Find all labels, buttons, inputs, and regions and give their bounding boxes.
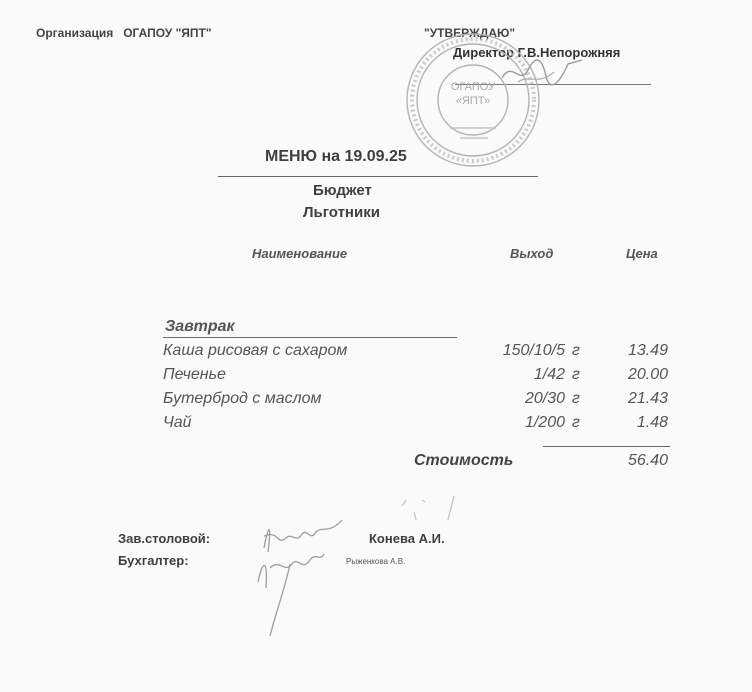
accountant-label: Бухгалтер: <box>118 553 189 568</box>
item-yield: 1/200 <box>524 414 565 431</box>
item-price: 20.00 <box>627 366 668 383</box>
menu-item <box>0 414 752 438</box>
org-name: ОГАПОУ "ЯПТ" <box>123 26 212 40</box>
stamp-text-1: ОГАПОУ <box>450 81 496 93</box>
item-price: 21.43 <box>627 390 668 407</box>
accountant-name: Рыженкова А.В. <box>346 557 406 566</box>
official-stamp <box>398 28 548 178</box>
category-label: Льготники <box>303 204 380 221</box>
total-line <box>543 446 670 447</box>
column-yield-header: Выход <box>510 246 554 261</box>
item-unit: г <box>572 366 580 383</box>
total-value: 56.40 <box>627 452 668 469</box>
stamp-text-2: «ЯПТ» <box>455 95 491 107</box>
column-price-header: Цена <box>626 246 658 261</box>
canteen-label: Зав.столовой: <box>118 531 211 546</box>
item-name: Каша рисовая с сахаром <box>163 342 348 359</box>
item-name: Чай <box>163 414 192 431</box>
title-underline <box>218 176 538 177</box>
item-name: Бутерброд с маслом <box>163 390 322 407</box>
item-unit: г <box>572 390 580 407</box>
item-yield: 20/30 <box>524 390 565 407</box>
approve-heading: "УТВЕРЖДАЮ" <box>424 26 516 40</box>
section-title: Завтрак <box>165 318 235 335</box>
item-unit: г <box>572 342 580 359</box>
item-unit: г <box>572 414 580 431</box>
organization-label <box>36 26 212 40</box>
item-price: 1.48 <box>636 414 668 431</box>
total-label: Стоимость <box>414 452 514 469</box>
column-name-header: Наименование <box>252 246 348 261</box>
budget-label: Бюджет <box>313 182 372 199</box>
faint-marks <box>392 486 482 536</box>
item-yield: 150/10/5 <box>502 342 565 359</box>
menu-item <box>0 342 752 366</box>
item-yield: 1/42 <box>533 366 565 383</box>
section-underline <box>163 337 457 338</box>
director-signature <box>498 52 588 92</box>
menu-item <box>0 366 752 390</box>
director-line: Директор Г.В.Непорожняя <box>453 45 621 60</box>
item-name: Печенье <box>163 366 226 383</box>
item-price: 13.49 <box>627 342 668 359</box>
org-label-text: Организация <box>36 26 114 40</box>
menu-item <box>0 390 752 414</box>
canteen-name: Конева А.И. <box>369 531 445 546</box>
menu-title: МЕНЮ на 19.09.25 <box>265 148 407 165</box>
handwritten-signatures <box>250 512 360 642</box>
